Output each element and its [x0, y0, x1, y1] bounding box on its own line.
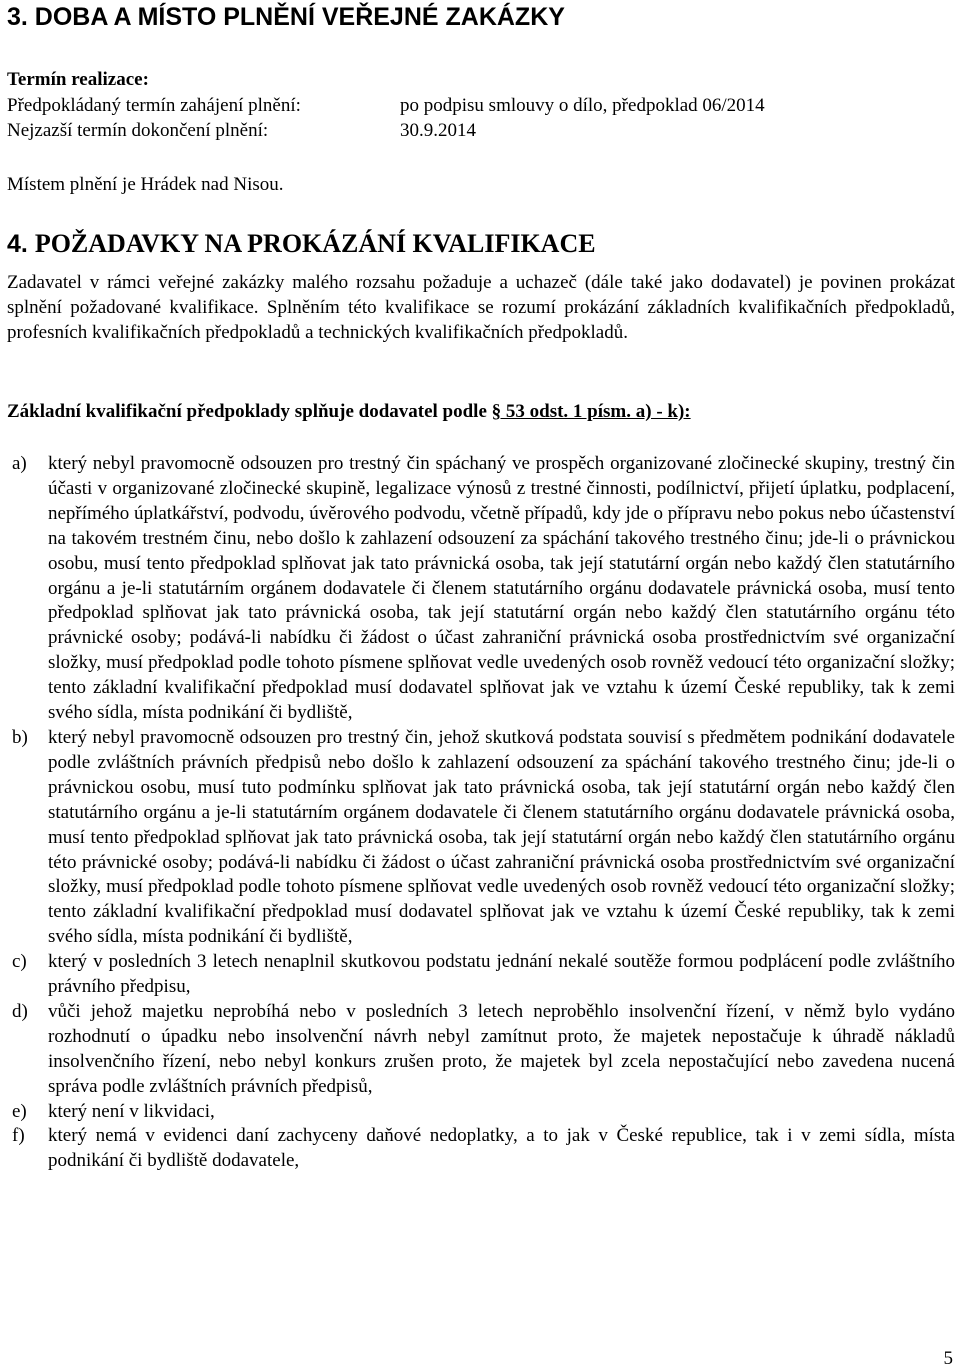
start-date-value: po podpisu smlouvy o dílo, předpoklad 06/2014 [400, 95, 765, 116]
list-item-f [7, 1124, 955, 1174]
list-item-text: který není v likvidaci, [48, 1100, 215, 1122]
list-item-label: f) [12, 1125, 25, 1147]
end-date-row [7, 119, 476, 144]
page-number: 5 [943, 1348, 953, 1369]
list-item-text: který v posledních 3 letech nenaplnil skutkovou podstatu jednání nekalé soutěže formou podplácení podle zvláštního právního předpisu, [48, 951, 955, 998]
basic-qualification-prefix: Základní kvalifikační předpoklady splňuje dodavatel podle [7, 401, 492, 422]
list-item-text: který nebyl pravomocně odsouzen pro trestný čin spáchaný ve prospěch organizované zločinecké skupiny, trestný čin účasti v organizované zločinecké skupině, legalizace výnosů z trestné činnosti, podílnictví, přijetí úplatku, podplacení, nepřímého úplatkářství, podvodu, úvěrového podvodu, včetně případů, kdy jde o přípravu nebo pokus nebo účastenství na takovém trestném činu, nebo došlo k zahlazení odsouzení za spáchání takového trestného činu; jde-li o právnickou osobu, musí tento předpoklad splňovat jak tato právnická osoba, tak její statutární orgán nebo každý člen statutárního orgánu a je-li statutárním orgánem dodavatele či členem statutárního orgánu dodavatele právnická osoba, musí tento předpoklad splňovat jak tato právnická osoba, tak její statutární orgán nebo každý člen statutárního orgánu této právnické osoby; podává-li nabídku či žádost o účast zahraniční právnická osoba prostřednictvím své organizační složky, musí předpoklad podle tohoto písmene splňovat vedle uvedených osob rovněž vedoucí této organizační složky; tento základní kvalifikační předpoklad musí dodavatel splňovat jak ve vztahu k území České republiky, tak k zemi svého sídla, místa podnikání či bydliště, [48, 453, 955, 724]
basic-qualification-reference: § 53 odst. 1 písm. a) - k): [491, 401, 691, 422]
qualification-list [7, 452, 955, 1174]
section-3-heading: 3. DOBA A MÍSTO PLNĚNÍ VEŘEJNÉ ZAKÁZKY [7, 3, 565, 31]
list-item-text: vůči jehož majetku neprobíhá nebo v posledních 3 letech neproběhlo insolvenční řízení, v němž bylo vydáno rozhodnutí o úpadku nebo insolvenční návrh nebyl zamítnut proto, že majetek nepostačuje k úhradě nákladů insolvenčního řízení, nebo nebyl konkurs zrušen proto, že majetek byl zcela nepostačující nebo zavedena nucená správa podle zvláštních právních předpisů, [48, 1000, 955, 1097]
end-date-label: Nejzazší termín dokončení plnění: [7, 120, 269, 141]
start-date-row [7, 94, 765, 119]
section-4-intro: Zadavatel v rámci veřejné zakázky malého rozsahu požaduje a uchazeč (dále také jako dodavatel) je povinen prokázat splnění požadované kvalifikace. Splněním této kvalifikace se rozumí prokázání základních kvalifikačních předpokladů, profesních kvalifikačních předpokladů a technických kvalifikačních předpokladů. [7, 272, 955, 343]
list-item-label: c) [12, 951, 27, 973]
start-date-label: Předpokládaný termín zahájení plnění: [7, 95, 301, 116]
list-item-d [7, 1000, 955, 1100]
basic-qualification-heading [7, 400, 691, 425]
list-item-c [7, 950, 955, 1000]
list-item-label: a) [12, 453, 27, 474]
list-item-label: e) [12, 1100, 27, 1122]
section-4-number: 4. [7, 230, 28, 258]
list-item-text: který nemá v evidenci daní zachyceny daňové nedoplatky, a to jak v České republice, tak i v zemi sídla, místa podnikání či bydliště dodavatele, [48, 1125, 955, 1172]
list-item-text: který nebyl pravomocně odsouzen pro trestný čin, jehož skutková podstata souvisí s předmětem podnikání dodavatele podle zvláštních právních předpisů nebo došlo k zahlazení odsouzení za spáchání takového trestného činu; jde-li o právnickou osobu, musí tuto podmínku splňovat jak tato právnická osoba, tak její statutární orgán nebo každý člen statutárního orgánu a je-li statutárním orgánem dodavatele či členem statutárního orgánu dodavatele právnická osoba, musí tento předpoklad splňovat jak tato právnická osoba, tak její statutární orgán nebo každý člen statutárního orgánu této právnické osoby; podává-li nabídku či žádost o účast zahraniční právnická osoba prostřednictvím své organizační složky, musí předpoklad podle tohoto písmene splňovat vedle uvedených osob rovněž vedoucí této organizační složky; tento základní kvalifikační předpoklad musí dodavatel splňovat jak ve vztahu k území České republiky, tak k zemi svého sídla, místa podnikání či bydliště, [48, 726, 955, 948]
section-4-title: POŽADAVKY NA PROKÁZÁNÍ KVALIFIKACE [34, 229, 596, 258]
termin-realizace-title: Termín realizace: [7, 69, 149, 90]
list-item-a [7, 452, 955, 726]
list-item-e [7, 1100, 955, 1125]
place-of-performance: Místem plnění je Hrádek nad Nisou. [7, 174, 284, 195]
list-item-label: b) [12, 726, 28, 748]
list-item-label: d) [12, 1000, 28, 1022]
end-date-value: 30.9.2014 [400, 120, 476, 141]
section-4-heading [7, 229, 596, 259]
list-item-b [7, 726, 955, 950]
